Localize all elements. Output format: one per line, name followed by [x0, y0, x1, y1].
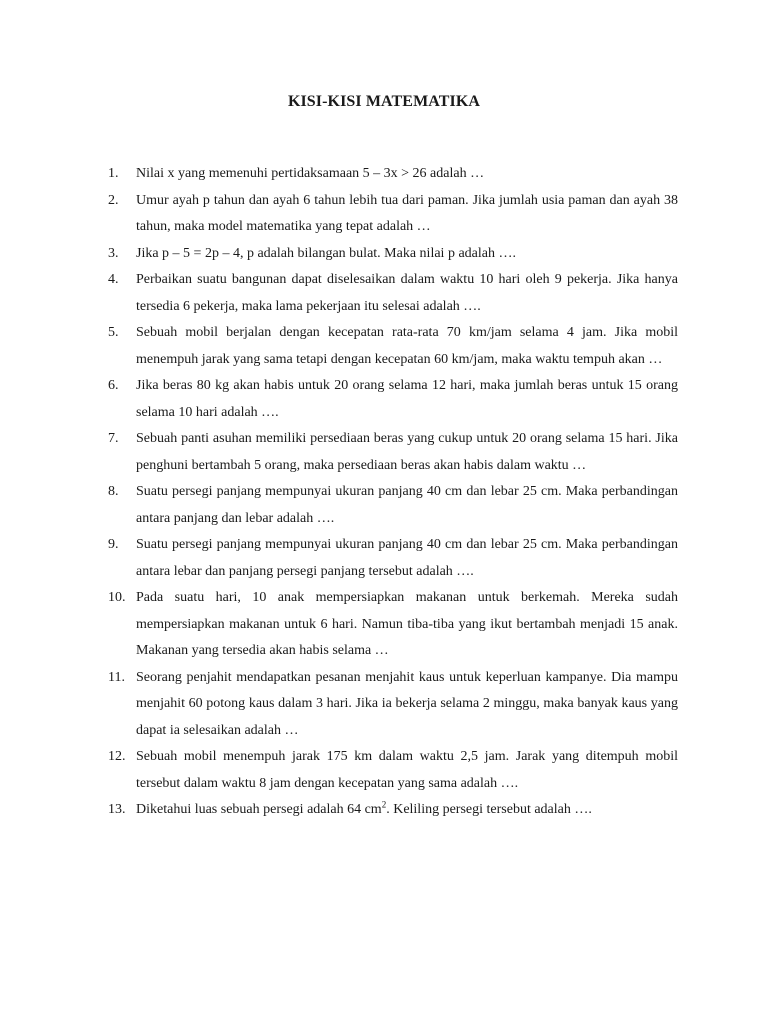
question-text-part: . Keliling persegi tersebut adalah ….: [386, 802, 592, 817]
question-text: Suatu persegi panjang mempunyai ukuran panjang 40 cm dan lebar 25 cm. Maka perbandingan antara lebar dan panjang persegi panjang tersebut adalah ….: [136, 537, 678, 579]
question-item: [108, 267, 678, 320]
question-number: 13.: [108, 802, 126, 817]
question-number: 12.: [108, 749, 126, 764]
question-item: [108, 373, 678, 426]
question-number: 10.: [108, 590, 126, 605]
question-text: Umur ayah p tahun dan ayah 6 tahun lebih tua dari paman. Jika jumlah usia paman dan ayah 38 tahun, maka model matematika yang tepat adalah …: [136, 192, 678, 234]
question-item: [108, 479, 678, 532]
question-item: [108, 188, 678, 241]
question-item: [108, 585, 678, 665]
question-text: Perbaikan suatu bangunan dapat diselesaikan dalam waktu 10 hari oleh 9 pekerja. Jika hanya tersedia 6 pekerja, maka lama pekerjaan itu selesai adalah ….: [136, 272, 678, 314]
question-item: [108, 797, 678, 824]
question-text: Jika beras 80 kg akan habis untuk 20 orang selama 12 hari, maka jumlah beras untuk 15 orang selama 10 hari adalah ….: [136, 378, 678, 420]
question-text: Seorang penjahit mendapatkan pesanan menjahit kaus untuk keperluan kampanye. Dia mampu menjahit 60 potong kaus dalam 3 hari. Jika ia bekerja selama 2 minggu, maka banyak kaus yang dapat ia selesaikan adalah …: [136, 669, 678, 738]
question-item: [108, 320, 678, 373]
question-item: [108, 241, 678, 268]
question-text-part: Diketahui luas sebuah persegi adalah 64 cm: [136, 802, 382, 817]
question-item: [108, 665, 678, 745]
question-text: Jika p – 5 = 2p – 4, p adalah bilangan bulat. Maka nilai p adalah ….: [136, 245, 516, 261]
question-text: Nilai x yang memenuhi pertidaksamaan 5 – 3x > 26 adalah …: [136, 166, 485, 181]
superscript: 2: [381, 799, 387, 810]
question-item: [108, 532, 678, 585]
question-number: 1.: [108, 166, 119, 181]
question-text: Sebuah panti asuhan memiliki persediaan beras yang cukup untuk 20 orang selama 15 hari. Jika penghuni bertambah 5 orang, maka persediaan beras akan habis dalam waktu …: [136, 431, 678, 473]
question-text: Pada suatu hari, 10 anak mempersiapkan makanan untuk berkemah. Mereka sudah mempersiapkan makanan untuk 6 hari. Namun tiba-tiba yang ikut bertambah menjadi 15 anak. Makanan yang tersedia akan habis selama …: [136, 590, 678, 658]
question-text: Sebuah mobil berjalan dengan kecepatan rata-rata 70 km/jam selama 4 jam. Jika mobil menempuh jarak yang sama tetapi dengan kecepatan 60 km/jam, maka waktu tempuh akan …: [136, 325, 678, 367]
document-title: KISI-KISI MATEMATIKA: [287, 93, 481, 110]
question-number: 9.: [108, 537, 119, 552]
question-number: 3.: [108, 245, 119, 261]
question-text: [136, 797, 678, 824]
question-item: [108, 426, 678, 479]
question-number: 6.: [108, 378, 119, 393]
question-text: Suatu persegi panjang mempunyai ukuran panjang 40 cm dan lebar 25 cm. Maka perbandingan antara panjang dan lebar adalah ….: [136, 484, 678, 526]
question-number: 5.: [108, 325, 119, 340]
question-number: 11.: [108, 669, 125, 685]
question-item: [108, 161, 678, 188]
question-number: 2.: [108, 192, 119, 208]
question-number: 7.: [108, 431, 119, 446]
question-number: 8.: [108, 484, 119, 499]
question-list: [108, 161, 678, 824]
question-number: 4.: [108, 272, 119, 287]
question-item: [108, 744, 678, 797]
question-text: Sebuah mobil menempuh jarak 175 km dalam waktu 2,5 jam. Jarak yang ditempuh mobil tersebut dalam waktu 8 jam dengan kecepatan yang sama adalah ….: [136, 749, 678, 791]
